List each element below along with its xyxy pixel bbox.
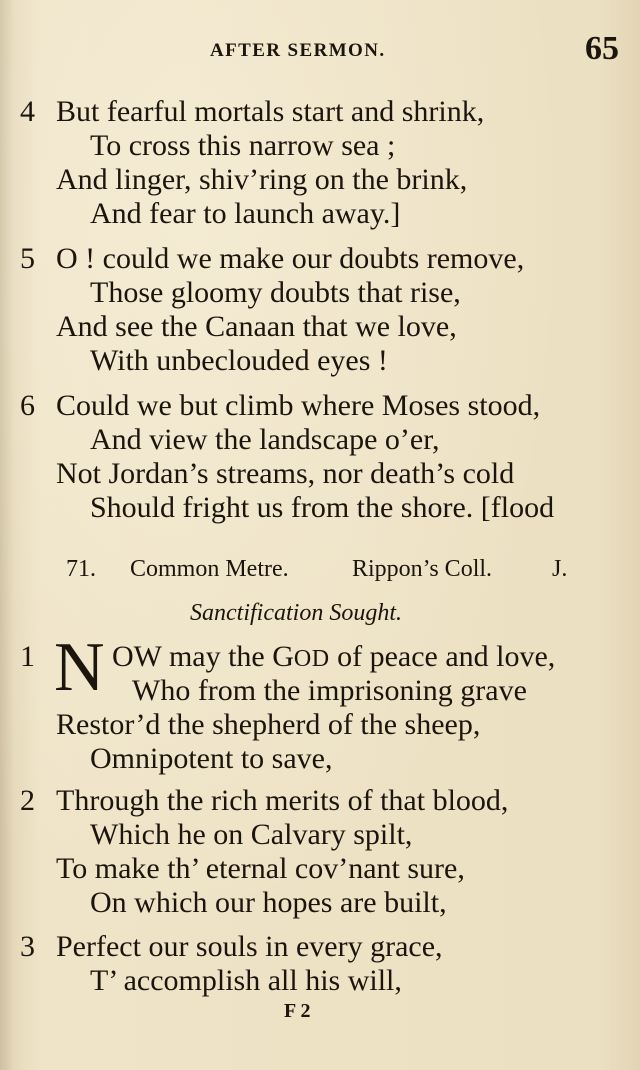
drop-cap: N [54, 629, 105, 706]
verse-line: And see the Canaan that we love, [56, 310, 457, 343]
verse-line: And view the landscape o’er, [90, 423, 440, 456]
stanza-number: 6 [20, 389, 35, 422]
verse-line: Perfect our souls in every grace, [56, 930, 443, 963]
verse-line: Through the rich merits of that blood, [56, 784, 509, 817]
verse-line [112, 640, 555, 676]
hymn-author: J. [552, 556, 568, 582]
stanza-number: 1 [20, 640, 35, 673]
verse-line: Should fright us from the shore. [flood [90, 491, 555, 524]
page-number: 65 [585, 30, 619, 67]
verse-line: Which he on Calvary spilt, [90, 818, 413, 851]
verse-line: Could we but climb where Moses stood, [56, 389, 541, 422]
verse-text: of peace and love, [329, 640, 556, 673]
stanza-number: 3 [20, 930, 35, 963]
hymn-meter: Common Metre. [130, 556, 289, 582]
verse-line: With unbeclouded eyes ! [90, 344, 388, 377]
stanza-number: 5 [20, 242, 35, 275]
verse-line: Those gloomy doubts that rise, [90, 276, 461, 309]
verse-line: Restor’d the shepherd of the sheep, [56, 708, 481, 741]
verse-text: OW may the [112, 640, 273, 673]
verse-line: Not Jordan’s streams, nor death’s cold [56, 457, 515, 490]
verse-line: Who from the imprisoning grave [132, 674, 527, 707]
hymn-source: Rippon’s Coll. [352, 556, 493, 582]
small-caps-rest: OD [293, 646, 330, 672]
page-header [0, 30, 640, 70]
verse-line: On which our hopes are built, [90, 886, 447, 919]
verse-line: Omnipotent to save, [90, 742, 333, 775]
hymn-title: Sanctification Sought. [190, 600, 402, 626]
stanza-number: 4 [20, 95, 35, 128]
hymn-number: 71. [66, 556, 96, 582]
verse-line: But fearful mortals start and shrink, [56, 95, 485, 128]
verse-line: T’ accomplish all his will, [90, 964, 402, 997]
verse-line: And linger, shiv’ring on the brink, [56, 163, 468, 196]
small-caps-initial: G [272, 640, 294, 673]
hymn-heading [0, 552, 640, 586]
signature-mark: F 2 [284, 1000, 311, 1022]
running-head: AFTER SERMON. [210, 40, 386, 61]
verse-line: To make th’ eternal cov’nant sure, [56, 852, 465, 885]
verse-line: O ! could we make our doubts remove, [56, 242, 525, 275]
verse-line: And fear to launch away.] [90, 197, 401, 230]
stanza-number: 2 [20, 784, 35, 817]
verse-line: To cross this narrow sea ; [90, 129, 396, 162]
